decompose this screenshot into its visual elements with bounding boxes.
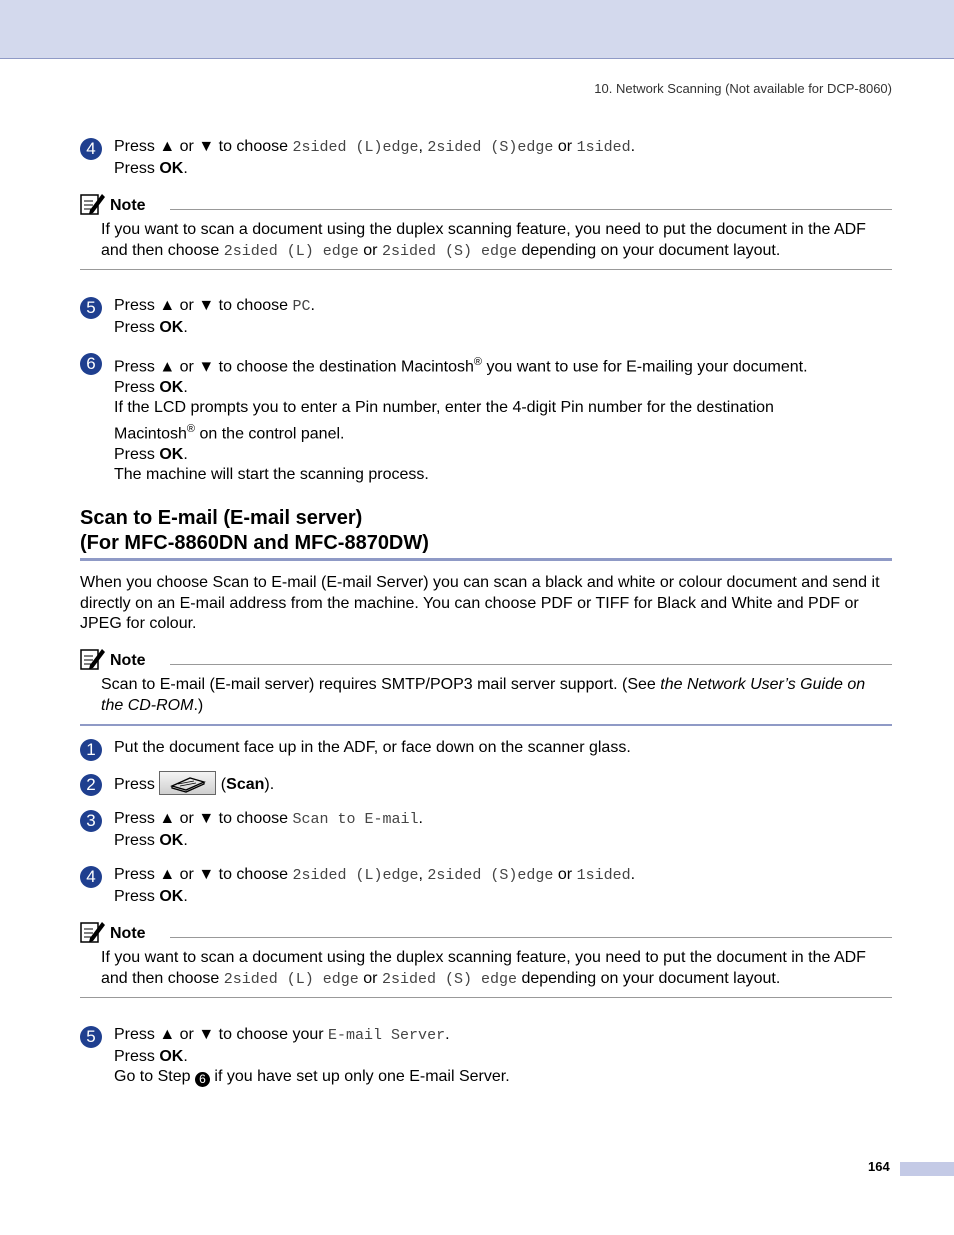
scanner-icon — [160, 772, 215, 794]
down-arrow-icon: ▼ — [198, 358, 215, 376]
down-arrow-icon: ▼ — [198, 1026, 215, 1043]
step-number: 2 — [80, 774, 102, 796]
step-body: Put the document face up in the ADF, or face down on the scanner glass. — [114, 739, 631, 756]
note-pencil-icon — [80, 647, 106, 671]
section-intro: When you choose Scan to E-mail (E-mail Server) you can scan a black and white or colour document and send it directly on an E-mail address from the machine. You can choose PDF or TIFF for Black and White and PDF or JPEG for colour. — [80, 574, 880, 632]
section-heading: Scan to E-mail (E-mail server) (For MFC-8860DN and MFC-8870DW) — [80, 507, 429, 554]
note-smtp — [80, 647, 892, 725]
down-arrow-icon: ▼ — [198, 297, 215, 314]
up-arrow-icon: ▲ — [159, 138, 176, 155]
step-number: 1 — [80, 739, 102, 761]
up-arrow-icon: ▲ — [159, 1026, 176, 1043]
note-title: Note — [110, 197, 146, 214]
step-body: Press ▲ or ▼ to choose 2sided (L)edge, 2sided (S)edge or 1sided. Press OK. — [114, 138, 636, 177]
note-text: If you want to scan a document using the duplex scanning feature, you need to put the document in the ADF and then choose 2sided (L) edge or 2sided (S) edge depending on your document layout. — [101, 949, 866, 988]
step-number: 6 — [80, 353, 102, 375]
note-text: Scan to E-mail (E-mail server) requires SMTP/POP3 mail server support. (See the Network User’s Guide on the CD-ROM.) — [101, 676, 866, 714]
step-number: 5 — [80, 297, 102, 319]
step-number: 5 — [80, 1026, 102, 1048]
down-arrow-icon: ▼ — [198, 866, 215, 883]
step-number: 4 — [80, 866, 102, 888]
down-arrow-icon: ▼ — [198, 138, 215, 155]
scan-button[interactable] — [159, 771, 216, 795]
note-title: Note — [110, 652, 146, 669]
note-duplex-2 — [80, 920, 892, 998]
step-body: Press ▲ or ▼ to choose the destination Macintosh® you want to use for E-mailing your document. Press OK. If the LCD prompts you to enter a Pin number, enter the 4-digit Pin number for the destination Macintosh® on the control panel. Press OK. The machine will start the scanning process. — [114, 356, 808, 484]
up-arrow-icon: ▲ — [159, 358, 176, 376]
page-number-bar — [900, 1162, 954, 1176]
step-body: Press (Scan). — [114, 773, 914, 797]
step-body: Press ▲ or ▼ to choose PC. Press OK. — [114, 297, 315, 336]
down-arrow-icon: ▼ — [198, 810, 215, 827]
page-number: 164 — [868, 1159, 890, 1174]
note-pencil-icon — [80, 192, 106, 216]
step-number: 4 — [80, 138, 102, 160]
top-band — [0, 0, 954, 59]
step-body: Press ▲ or ▼ to choose 2sided (L)edge, 2sided (S)edge or 1sided. Press OK. — [114, 866, 636, 905]
step-ref-badge: 6 — [195, 1072, 210, 1087]
up-arrow-icon: ▲ — [159, 297, 176, 314]
up-arrow-icon: ▲ — [159, 810, 176, 827]
note-text: If you want to scan a document using the duplex scanning feature, you need to put the document in the ADF and then choose 2sided (L) edge or 2sided (S) edge depending on your document layout. — [101, 221, 866, 260]
step-number: 3 — [80, 810, 102, 832]
running-header: 10. Network Scanning (Not available for DCP-8060) — [594, 81, 892, 96]
note-duplex — [80, 192, 892, 270]
note-title: Note — [110, 925, 146, 942]
up-arrow-icon: ▲ — [159, 866, 176, 883]
step-body: Press ▲ or ▼ to choose your E-mail Server. Press OK. Go to Step 6 if you have set up only one E-mail Server. — [114, 1026, 510, 1086]
step-body: Press ▲ or ▼ to choose Scan to E-mail. Press OK. — [114, 810, 423, 849]
section-rule — [80, 558, 892, 561]
note-pencil-icon — [80, 920, 106, 944]
